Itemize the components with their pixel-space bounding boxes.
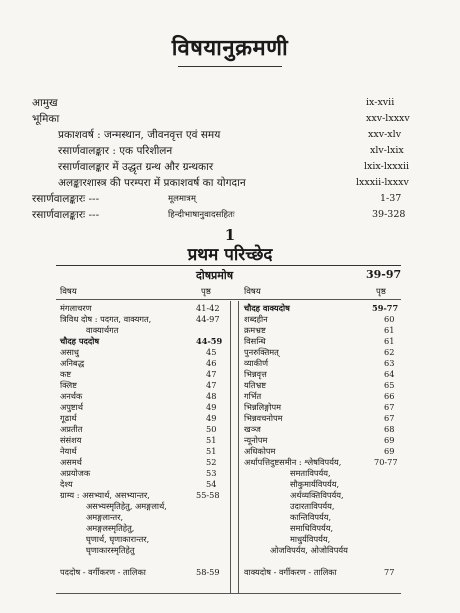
row-page: 47 bbox=[206, 369, 217, 379]
table-row: अनिबद्ध bbox=[60, 358, 85, 368]
column-divider-left bbox=[230, 301, 231, 593]
table-row: समताविपर्यय, bbox=[290, 468, 331, 478]
front-label-8: रसार्णवालङ्कारः --- bbox=[32, 209, 100, 221]
table-row: समाधिविपर्यय, bbox=[290, 523, 334, 533]
table-row: वाक्यदोष - वर्गीकरण - तालिका bbox=[244, 567, 337, 577]
row-page: 47 bbox=[206, 380, 217, 390]
row-page: 49 bbox=[206, 413, 217, 423]
table-row: अर्थापत्तिदुष्टसमीन : श्लेषविपर्यय, bbox=[244, 457, 342, 467]
front-label-7: रसार्णवालङ्कारः --- bbox=[32, 193, 100, 205]
table-row: उदारताविपर्यय, bbox=[290, 501, 335, 511]
table-row: माधुर्यविपर्यय, bbox=[290, 534, 331, 544]
table-row: शब्दहीन bbox=[244, 314, 268, 324]
row-page: 44-59 bbox=[196, 336, 223, 346]
row-page: 46 bbox=[206, 358, 217, 368]
table-row: यतिभ्रष्ट bbox=[244, 380, 267, 390]
row-page: 51 bbox=[206, 446, 217, 456]
table-row: नेयार्थ bbox=[60, 446, 77, 456]
table-row: पददोष - वर्गीकरण - तालिका bbox=[60, 567, 146, 577]
row-page: 65 bbox=[384, 380, 395, 390]
row-page: 41-42 bbox=[196, 303, 220, 313]
table-row: अमङ्गलान्तर, bbox=[86, 512, 124, 522]
table-row: अमङ्गलस्मृतिहेतु, bbox=[86, 523, 135, 533]
table-row: अपुष्टार्थ bbox=[60, 402, 84, 412]
table-row: असभ्यस्मृतिहेतु, अमङ्गलार्थ, bbox=[86, 501, 167, 511]
table-row: अधिकोपम bbox=[244, 446, 276, 456]
front-label-1: आमुख bbox=[32, 97, 58, 109]
table-row: देश्य bbox=[60, 479, 73, 489]
title-underline bbox=[178, 66, 282, 67]
table-row: गूढार्थ bbox=[60, 413, 77, 423]
front-page-6: lxxxii-lxxxv bbox=[356, 177, 409, 188]
chapter-number: 1 bbox=[224, 226, 236, 244]
table-row: सौकुमार्यविपर्यय, bbox=[290, 479, 340, 489]
column-divider-right bbox=[238, 301, 239, 593]
front-label-6: अलङ्कारशास्त्र की परम्परा में प्रकाशवर्ष का योगदान bbox=[58, 177, 246, 189]
row-page: 58-59 bbox=[196, 567, 220, 577]
row-page: 48 bbox=[206, 391, 217, 401]
table-row: ग्राम्य : असभ्यार्थ, असभ्यान्तर, bbox=[60, 490, 150, 500]
row-page: 61 bbox=[384, 336, 395, 346]
row-page: 70-77 bbox=[374, 457, 398, 467]
row-page: 44-97 bbox=[196, 314, 220, 324]
table-row: कष्ट bbox=[60, 369, 72, 379]
front-sub-7: मूलमात्रम् bbox=[168, 194, 196, 204]
col-header-page-left: पृष्ठ bbox=[201, 287, 211, 297]
row-page: 69 bbox=[384, 435, 395, 445]
table-row: भिन्नवचनोपम bbox=[244, 413, 283, 423]
table-bottom-rule bbox=[56, 593, 401, 594]
section-rule bbox=[56, 265, 401, 266]
front-page-8: 39-328 bbox=[372, 209, 406, 220]
table-row: भिन्नवृत्त bbox=[244, 369, 267, 379]
table-row: घृणाकारस्मृतिहेतु bbox=[86, 545, 135, 555]
row-page: 77 bbox=[384, 567, 395, 577]
row-page: 66 bbox=[384, 391, 395, 401]
front-label-3: प्रकाशवर्ष : जन्मस्थान, जीवनवृत्त एवं समय bbox=[58, 129, 221, 141]
row-page: 62 bbox=[384, 347, 395, 357]
row-page: 59-77 bbox=[372, 303, 399, 313]
table-row: क्रमभ्रष्ट bbox=[244, 325, 266, 335]
row-page: 63 bbox=[384, 358, 395, 368]
table-row: कान्तिविपर्यय, bbox=[290, 512, 332, 522]
table-row: त्रिविध दोष : पदगत, वाक्यगत, bbox=[60, 314, 152, 324]
front-page-2: xxv-lxxxv bbox=[366, 113, 410, 124]
table-row: न्यूनोपम bbox=[244, 435, 268, 445]
row-page: 53 bbox=[206, 468, 217, 478]
col-header-subject-right: विषय bbox=[244, 287, 261, 297]
front-page-7: 1-37 bbox=[380, 193, 402, 204]
row-page: 54 bbox=[206, 479, 217, 489]
header-rule bbox=[56, 299, 401, 300]
table-row: वाक्यार्थगत bbox=[86, 325, 119, 335]
table-row: मंगलाचरण bbox=[60, 303, 92, 313]
table-row: पुनरुक्तिमत् bbox=[244, 347, 279, 357]
row-page: 68 bbox=[384, 424, 395, 434]
front-page-3: xxv-xlv bbox=[368, 129, 402, 140]
row-page: 51 bbox=[206, 435, 217, 445]
row-page: 49 bbox=[206, 402, 217, 412]
front-page-4: xlv-lxix bbox=[370, 145, 404, 156]
front-page-5: lxix-lxxxii bbox=[364, 161, 410, 172]
table-row: ओजविपर्यय, ओजोविपर्यय bbox=[270, 545, 348, 555]
front-label-4: रसार्णवालङ्कार : एक परिशीलन bbox=[58, 145, 173, 157]
table-row: विसन्धि bbox=[244, 336, 266, 346]
row-page: 45 bbox=[206, 347, 217, 357]
row-page: 60 bbox=[384, 314, 395, 324]
row-page: 61 bbox=[384, 325, 395, 335]
col-header-page-right: पृष्ठ bbox=[376, 287, 386, 297]
section-title: दोषप्रमोष bbox=[196, 269, 234, 282]
row-page: 52 bbox=[206, 457, 217, 467]
row-page: 55-58 bbox=[196, 490, 220, 500]
chapter-title: प्रथम परिच्छेद bbox=[187, 245, 273, 265]
row-page: 50 bbox=[206, 424, 217, 434]
table-row: चौदह वाक्यदोष bbox=[244, 303, 290, 313]
table-row: अर्थव्यक्तिविपर्यय, bbox=[290, 490, 344, 500]
front-sub-8: हिन्दीभाषानुवादसहितः bbox=[168, 210, 235, 220]
row-page: 69 bbox=[384, 446, 395, 456]
table-row: अप्रयोजक bbox=[60, 468, 91, 478]
front-label-2: भूमिका bbox=[32, 113, 60, 125]
table-row: चौदह पददोष bbox=[60, 336, 100, 346]
table-row: अप्रतीत bbox=[60, 424, 83, 434]
row-page: 67 bbox=[384, 402, 395, 412]
table-row: खञ्ज bbox=[244, 424, 261, 434]
front-label-5: रसार्णवालङ्कार में उद्धृत ग्रन्थ और ग्रन्थकार bbox=[58, 161, 214, 173]
table-row: व्याकीर्ण bbox=[244, 358, 268, 368]
table-row: अनर्थक bbox=[60, 391, 83, 401]
row-page: 64 bbox=[384, 369, 395, 379]
table-row: असमर्थ bbox=[60, 457, 82, 467]
table-row: संसंशय bbox=[60, 435, 82, 445]
front-page-1: ix-xvii bbox=[366, 97, 395, 108]
table-row: क्लिष्ट bbox=[60, 380, 77, 390]
col-header-subject-left: विषय bbox=[60, 287, 77, 297]
table-row: भिन्नलिङ्गोपम bbox=[244, 402, 282, 412]
row-page: 67 bbox=[384, 413, 395, 423]
page-title: विषयानुक्रमणी bbox=[171, 35, 289, 61]
section-pages: 39-97 bbox=[366, 268, 402, 281]
table-row: गर्भित bbox=[244, 391, 262, 401]
table-row: घृणार्थ, घृणाकारान्तर, bbox=[86, 534, 150, 544]
table-row: असाधु bbox=[60, 347, 79, 357]
